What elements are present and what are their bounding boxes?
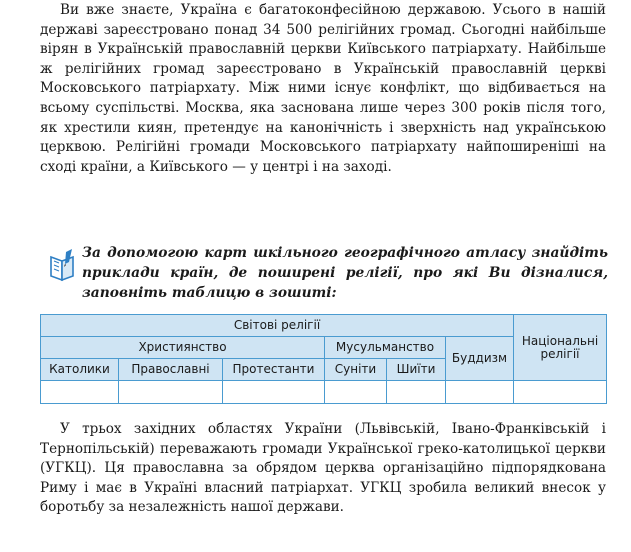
- table-cell: [119, 381, 223, 404]
- header-christianity: Християнство: [41, 337, 325, 359]
- intro-paragraph: Ви вже знаєте, Україна є багатоконфесійною державою. Усього в нашій державі зареєстровано понад 34 500 релігійних громад. Сьогодні найбільше вірян в Українській православній церкви Київського патріархату. Найбільше ж релігійних громад зареєстровано в Українській православній церкві Московського патріархату. Між ними існує конфлікт, що відбивається на всьому суспільстві. Москва, яка заснована лише через 300 років після того, як хрестили киян, претендує на канонічність і зверхність над українською церквою. Релігійні громади Московського патріархату найпоширеніші на сході країни, а Київського — у центрі і на заході.: [40, 2, 606, 175]
- header-shiites: Шиїти: [387, 359, 446, 381]
- table-cell: [325, 381, 387, 404]
- header-buddhism: Буддизм: [446, 337, 514, 381]
- pencil-book-icon: [48, 248, 78, 282]
- table-cell: [41, 381, 119, 404]
- table-row: [41, 381, 607, 404]
- table-cell: [387, 381, 446, 404]
- religions-table: [40, 314, 607, 404]
- table-cell: [446, 381, 514, 404]
- header-orthodox: Православні: [119, 359, 223, 381]
- table-cell: [223, 381, 325, 404]
- header-catholics: Католики: [41, 359, 119, 381]
- header-world-religions: Світові релігії: [41, 315, 514, 337]
- task-text: За допомогою карт шкільного географічного атласу знайдіть приклади країн, де поширені релігії, про які Ви дізналися, заповніть таблицю в зошиті:: [82, 245, 608, 301]
- header-national-religions: Національні релігії: [514, 315, 607, 381]
- table-cell: [514, 381, 607, 404]
- header-islam: Мусульманство: [325, 337, 446, 359]
- closing-paragraph: У трьох західних областях України (Львівській, Івано-Франківській і Тернопільській) переважають громади Української греко-католицької церкви (УГКЦ). Ця православна за обрядом церква організаційно підпорядкована Риму і має в Україні власний патріархат. УГКЦ зробила великий внесок у боротьбу за незалежність нашої держави.: [40, 421, 606, 516]
- header-sunnis: Суніти: [325, 359, 387, 381]
- header-protestants: Протестанти: [223, 359, 325, 381]
